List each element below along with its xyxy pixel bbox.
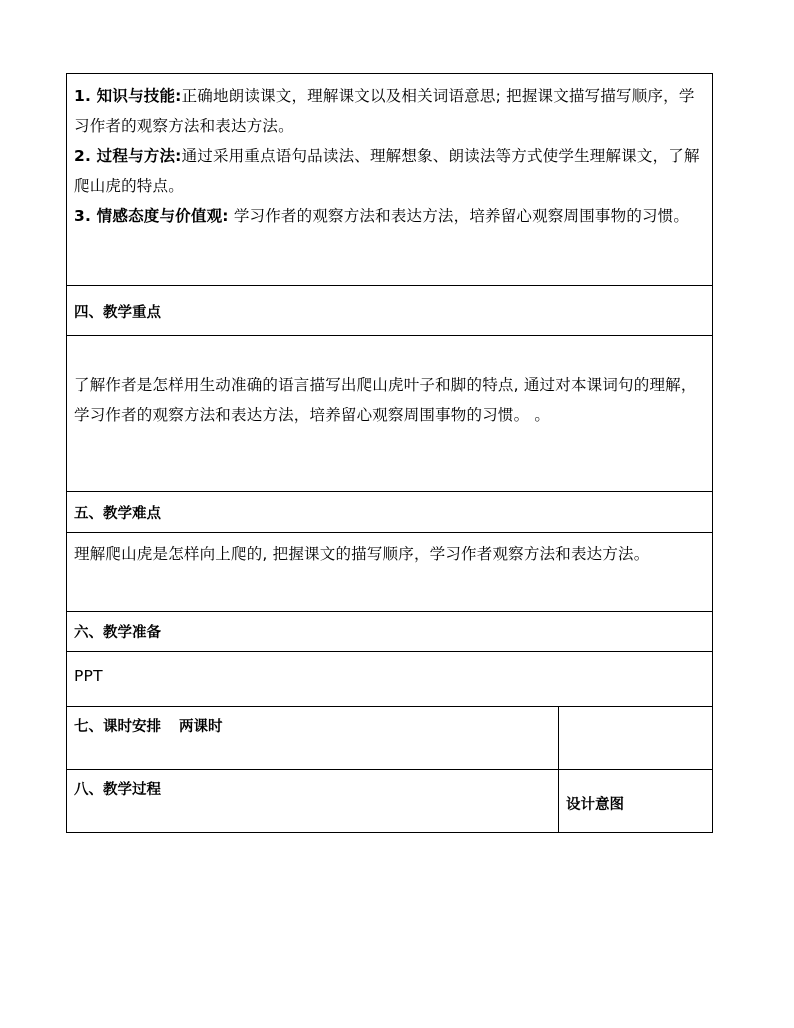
preparation-heading-row [67, 612, 713, 652]
goals-row [67, 74, 713, 286]
goal-attitude [74, 201, 705, 231]
preparation-text: PPT [74, 667, 103, 685]
goal-process [74, 141, 705, 201]
focus-heading-row [67, 286, 713, 336]
schedule-row [67, 707, 713, 770]
goal-text: 学习作者的观察方法和表达方法，培养留心观察周围事物的习惯。 [233, 207, 690, 225]
schedule-empty-cell [559, 707, 713, 770]
difficulty-heading: 五、教学难点 [67, 492, 713, 533]
preparation-cell [67, 652, 713, 707]
goal-text: 通过采用重点语句品读法、理解想象、朗读法等方式使学生理解课文，了解爬山虎的特点。 [74, 147, 700, 195]
schedule-cell [67, 707, 559, 770]
difficulty-cell [67, 533, 713, 612]
process-row [67, 770, 713, 833]
difficulty-row [67, 533, 713, 612]
goal-text: 正确地朗读课文，理解课文以及相关词语意思; 把握课文描写描写顺序，学习作者的观察方法和表达方法。 [74, 87, 695, 135]
goal-knowledge [74, 81, 705, 141]
teaching-goals-cell [67, 74, 713, 286]
schedule-heading: 七、课时安排 [74, 719, 161, 735]
preparation-row [67, 652, 713, 707]
schedule-value: 两课时 [179, 719, 223, 735]
focus-text: 了解作者是怎样用生动准确的语言描写出爬山虎叶子和脚的特点, 通过对本课词句的理解，学习作者的观察方法和表达方法，培养留心观察周围事物的习惯。 。 [74, 376, 697, 424]
focus-heading: 四、教学重点 [67, 286, 713, 336]
goal-label: 3. 情感态度与价值观: [74, 207, 229, 225]
process-heading: 八、教学过程 [67, 770, 559, 833]
preparation-heading: 六、教学准备 [67, 612, 713, 652]
goal-label: 2. 过程与方法: [74, 147, 182, 165]
focus-cell [67, 336, 713, 492]
difficulty-heading-row [67, 492, 713, 533]
difficulty-text: 理解爬山虎是怎样向上爬的, 把握课文的描写顺序，学习作者观察方法和表达方法。 [74, 545, 650, 563]
goal-label: 1. 知识与技能: [74, 87, 182, 105]
design-intent-label: 设计意图 [559, 770, 713, 833]
lesson-plan-table [66, 73, 713, 833]
focus-row [67, 336, 713, 492]
